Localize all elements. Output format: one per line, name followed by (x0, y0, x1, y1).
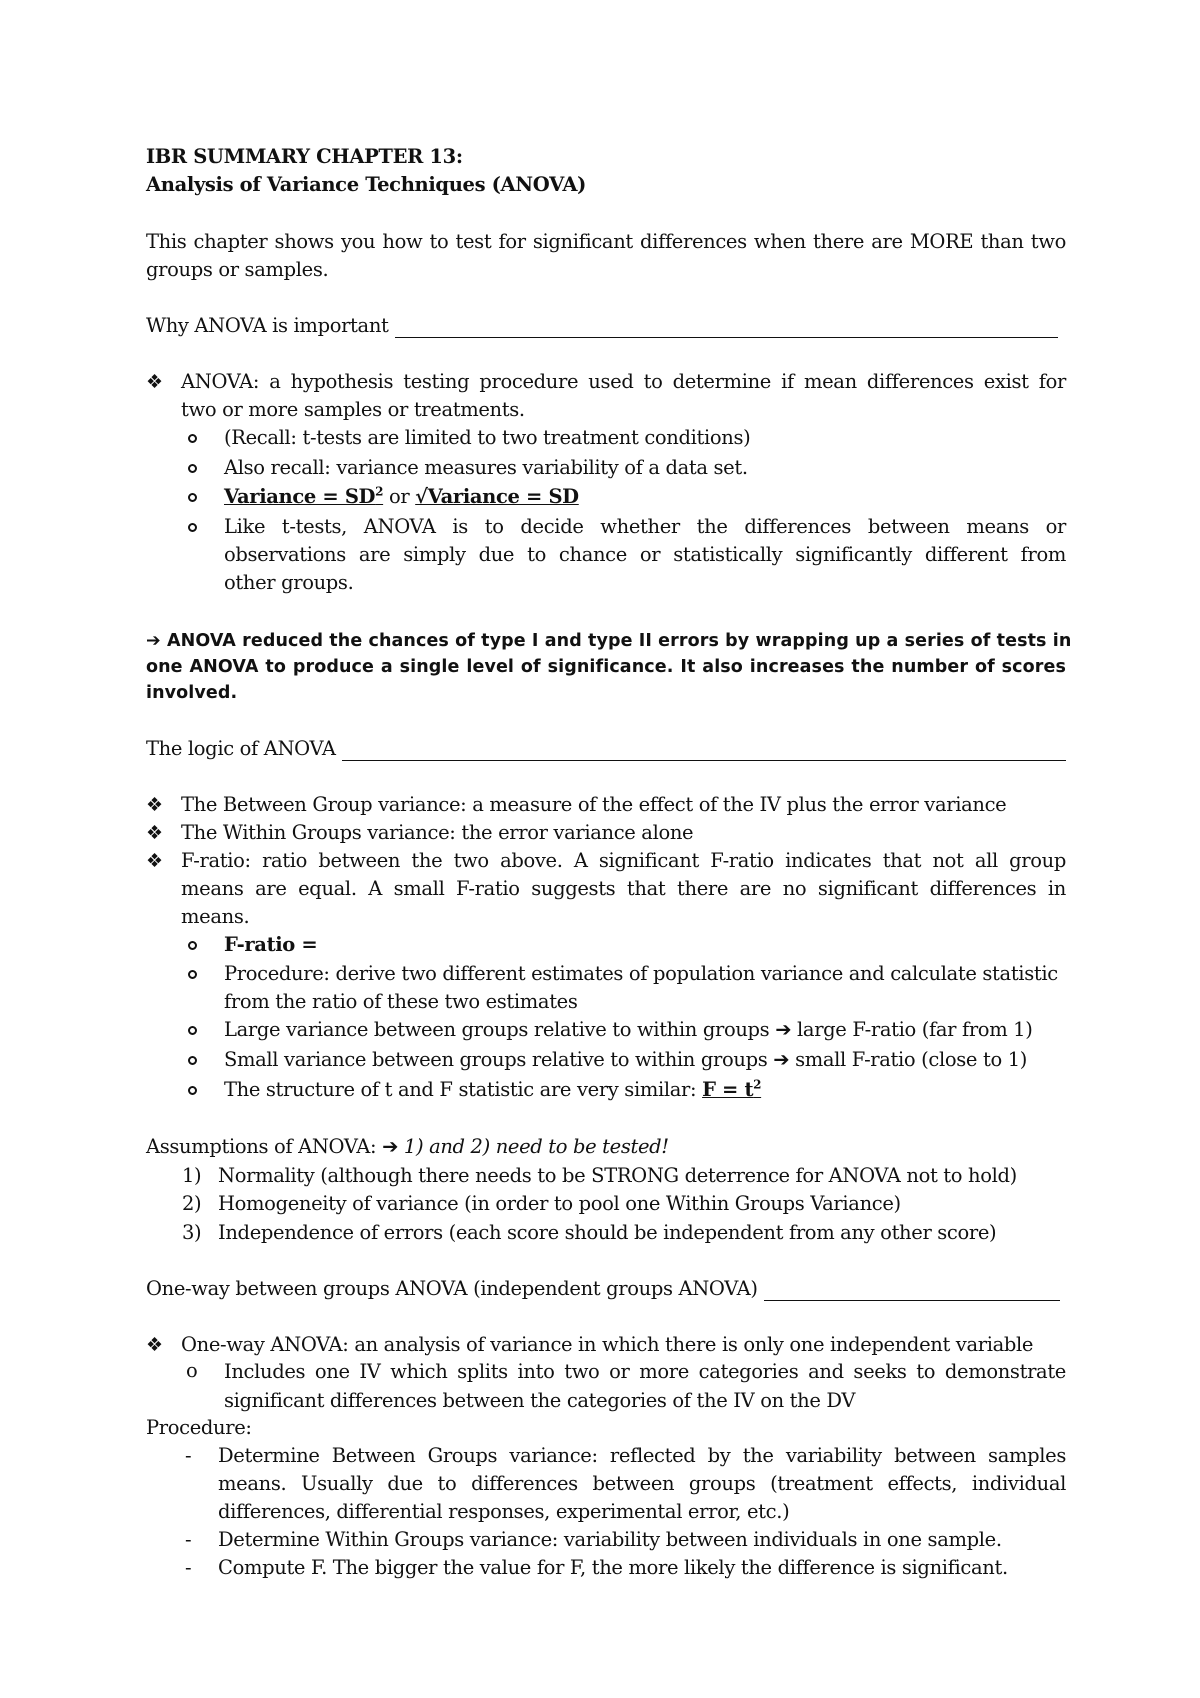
dash-marker: - (185, 1528, 192, 1551)
sub-bullet-text: from the ratio of these two estimates (224, 990, 578, 1013)
sqrt-variance-sd: √Variance = SD (415, 485, 579, 508)
section-heading-oneway (146, 1275, 1060, 1303)
procedure-text: differences, differential responses, experimental error, etc.) (218, 1500, 790, 1523)
circle-bullet-icon (188, 1026, 197, 1035)
procedure-text: Compute F. The bigger the value for F, the more likely the difference is significant. (218, 1556, 1008, 1579)
bullet-text: F-ratio: ratio between the two above. A significant F-ratio indicates that not all group (181, 849, 1066, 872)
sub-bullet-text: Includes one IV which splits into two or more categories and seeks to demonstrate (224, 1360, 1066, 1383)
diamond-bullet-icon: ❖ (146, 850, 164, 872)
bullet-text: ANOVA: a hypothesis testing procedure used to determine if mean differences exist for (181, 370, 1066, 393)
bold-note-line: one ANOVA to produce a single level of significance. It also increases the number of scores (146, 657, 1066, 677)
f-ratio-formula: F-ratio = (224, 933, 318, 956)
circle-bullet-icon (188, 970, 197, 979)
arrow-icon: ➔ (775, 1018, 792, 1041)
doc-subtitle: Analysis of Variance Techniques (ANOVA) (146, 173, 587, 196)
dash-marker: - (185, 1556, 192, 1579)
heading-text: The logic of ANOVA (146, 737, 336, 760)
section-heading-logic (146, 735, 1066, 763)
assumptions-heading: Assumptions of ANOVA: ➔ 1) and 2) need to be tested! (146, 1135, 669, 1158)
bold-note-line: involved. (146, 683, 238, 703)
heading-rule (395, 337, 1058, 338)
procedure-label: Procedure: (146, 1416, 252, 1439)
circle-bullet-icon (188, 941, 197, 950)
bullet-text: The Within Groups variance: the error variance alone (181, 821, 694, 844)
sub-bullet-text: Also recall: variance measures variability of a data set. (224, 456, 748, 479)
arrow-icon: ➔ (146, 631, 161, 651)
bullet-text: means. (181, 905, 250, 928)
bullet-text: means are equal. A small F-ratio suggests that there are no significant differences in (181, 877, 1066, 900)
sub-bullet-text: observations are simply due to chance or statistically significantly different from (224, 543, 1066, 566)
dash-marker: - (185, 1444, 192, 1467)
sub-bullet-text: significant differences between the categories of the IV on the DV (224, 1389, 856, 1412)
heading-rule (342, 760, 1066, 761)
sub-bullet-text: The structure of t and F statistic are very similar: $F = t^2$ (224, 1077, 762, 1101)
assumption-item: 2) Homogeneity of variance (in order to pool one Within Groups Variance) (182, 1192, 901, 1215)
bullet-text: two or more samples or treatments. (181, 398, 525, 421)
variance-formula: Variance = $SD^2$ or √Variance = SD (224, 484, 579, 508)
sub-bullet-text: Procedure: derive two different estimates of population variance and calculate statistic (224, 962, 1058, 985)
procedure-text: Determine Between Groups variance: reflected by the variability between samples (218, 1444, 1066, 1467)
sub-bullet-text: Large variance between groups relative to within groups ➔ large F-ratio (far from 1) (224, 1018, 1033, 1041)
procedure-text: Determine Within Groups variance: variability between individuals in one sample. (218, 1528, 1002, 1551)
sub-bullet-text: Small variance between groups relative to within groups ➔ small F-ratio (close to 1) (224, 1048, 1028, 1071)
intro-line: groups or samples. (146, 258, 329, 281)
heading-text: Why ANOVA is important (146, 314, 389, 337)
intro-line: This chapter shows you how to test for significant differences when there are MORE than two (146, 230, 1066, 253)
variance-sd2: Variance = $SD^2$ (224, 484, 384, 508)
diamond-bullet-icon: ❖ (146, 371, 164, 393)
circle-bullet-icon (188, 434, 197, 443)
circle-bullet-icon (188, 523, 197, 532)
circle-bullet-icon (188, 493, 197, 502)
arrow-icon: ➔ (773, 1048, 790, 1071)
heading-rule (764, 1300, 1060, 1301)
assumption-item: 3) Independence of errors (each score should be independent from any other score) (182, 1221, 997, 1244)
circle-bullet-icon (188, 464, 197, 473)
arrow-icon: ➔ (382, 1135, 399, 1158)
circle-bullet-icon (188, 1056, 197, 1065)
diamond-bullet-icon: ❖ (146, 794, 164, 816)
circle-bullet-icon (188, 1086, 197, 1095)
doc-title: IBR SUMMARY CHAPTER 13: (146, 145, 463, 168)
procedure-text: means. Usually due to differences between groups (treatment effects, individual (218, 1472, 1066, 1495)
f-equals-t2: $F = t^2$ (702, 1077, 762, 1101)
bullet-text: One-way ANOVA: an analysis of variance in which there is only one independent variable (181, 1333, 1034, 1356)
section-heading-why (146, 312, 1058, 340)
bold-note-line: ➔ ANOVA reduced the chances of type I and type II errors by wrapping up a series of tests in (146, 631, 1072, 651)
sub-marker: o (186, 1359, 198, 1382)
diamond-bullet-icon: ❖ (146, 822, 164, 844)
diamond-bullet-icon: ❖ (146, 1334, 164, 1356)
sub-bullet-text: Like t-tests, ANOVA is to decide whether the differences between means or (224, 515, 1066, 538)
sub-bullet-text: (Recall: t-tests are limited to two treatment conditions) (224, 426, 751, 449)
bullet-text: The Between Group variance: a measure of the effect of the IV plus the error variance (181, 793, 1007, 816)
sub-bullet-text: other groups. (224, 571, 354, 594)
assumption-item: 1) Normality (although there needs to be STRONG deterrence for ANOVA not to hold) (182, 1164, 1017, 1187)
heading-text: One-way between groups ANOVA (independent groups ANOVA) (146, 1277, 758, 1300)
